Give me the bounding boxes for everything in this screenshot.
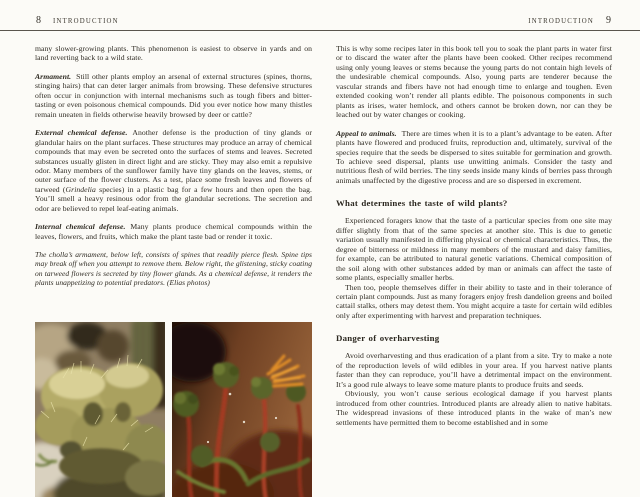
paragraph-danger-2 bbox=[336, 389, 612, 427]
header-rule bbox=[0, 30, 640, 31]
page-number-right: 9 bbox=[606, 15, 611, 26]
paragraph-taste-1 bbox=[336, 216, 612, 282]
paragraph-recipes bbox=[336, 44, 612, 120]
photo-caption-text: The cholla’s armament, below left, consists of spines that readily pierce flesh. Spine tips may break off when you attempt to remove them. Below right, the glistening, sticky coating on tarweed flowers is secreted by tiny flower glands. As a chemical defense, it renders the plants unappetizing to potential predators. (Elias photos) bbox=[35, 250, 312, 288]
paragraph-continuation-text: many slower-growing plants. This phenomenon is easiest to observe in yards and on land reverting back to a wild state. bbox=[35, 44, 312, 63]
paragraph-recipes-text: This is why some recipes later in this book tell you to soak the plant parts in water first or to discard the water after the plants have been cooked. Other recipes recommend using only young leaves or stems because the young parts do not contain high levels of the undesirable chemical compounds. Also, young parts are tenderer because the vascular strands and fibers have not had enough time to enlarge and toughen. Even extended cooking won’t render all plants edible. The poisonous components in such plants as irises, water hemlock, and others cannot be broken down, nor can they be leached out by water changes or cooking. bbox=[336, 44, 612, 120]
running-head-left bbox=[36, 15, 119, 26]
paragraph-danger-1-text: Avoid overharvesting and thus eradication of a plant from a site. Try to make a note of the reproduction levels of wild edibles in your area. If you harvest native plants faster than they can reproduce, you’ll have a detrimental impact on the environment. It’s a good rule always to leave some mature plants to produce fruits and seeds. bbox=[336, 351, 612, 389]
paragraph-appeal-text: There are times when it is to a plant’s advantage to be eaten. After plants have flowered and produced fruits, reproduction and, ultimately, survival of the species require that the seeds be dispersed to sites suitable for germination and growth. To achieve seed dispersal, plants use unwitting animals. Consider the tasty and nutritious flesh of wild berries. The tiny seeds inside many kinds of berries pass through animals unaffected by the digestive process and are so dispersed in excrement. bbox=[336, 128, 612, 185]
paragraph-continuation bbox=[35, 44, 312, 63]
paragraph-taste-2 bbox=[336, 283, 612, 321]
runin-head-armament: Armament. bbox=[35, 71, 72, 81]
species-name-italic: Grindelia bbox=[65, 184, 96, 194]
page-number-left: 8 bbox=[36, 15, 41, 26]
paragraph-internal-text: Many plants produce chemical compounds within the leaves, flowers, and fruits, which make the plant taste bad or render it toxic. bbox=[35, 222, 312, 241]
runin-head-external: External chemical defense. bbox=[35, 128, 128, 138]
paragraph-danger-2-text: Obviously, you won’t cause serious ecological damage if you harvest plants introduced from other countries. Introduced plants are already alien to native habitats. The widespread invasions of these introduced plants in the wake of man’s new settlements have permitted them to become established and in some bbox=[336, 389, 612, 427]
paragraph-taste-2-text: Then too, people themselves differ in their ability to taste and in their tolerance of certain plant compounds. Just as many foragers enjoy fresh dandelion greens and boiled cattail stalks, others may detest them. You might acquire a taste for certain wild edibles only after experimenting with harvest and preparation techniques. bbox=[336, 282, 612, 320]
cholla-photo bbox=[35, 322, 165, 497]
tarweed-photo bbox=[172, 322, 312, 497]
tarweed-photo-image bbox=[172, 322, 312, 497]
running-head bbox=[36, 15, 611, 26]
running-title-left: INTRODUCTION bbox=[53, 18, 119, 25]
paragraph-armament bbox=[35, 72, 312, 119]
paragraph-external-text-pre: Another defense is the production of tiny glands or glandular hairs on the plant surfaces. These structures may produce an array of chemical compounds that may even be secreted onto the surfaces of stems and leaves. Secreted substances usually glisten in direct light and are sticky. They may also emit a repulsive odor. Many members of the sunflower family have tiny glands on the leaves, stems, or outer surface of the flower clusters. As a test, place some fresh leaves and flowers of tarweed ( bbox=[35, 128, 312, 194]
section-heading-danger: Danger of overharvesting bbox=[336, 333, 440, 344]
paragraph-external-defense bbox=[35, 128, 312, 213]
cholla-photo-image bbox=[35, 322, 165, 497]
runin-head-internal: Internal chemical defense. bbox=[35, 222, 126, 232]
section-heading-taste: What determines the taste of wild plants? bbox=[336, 198, 508, 209]
page-right bbox=[336, 44, 612, 427]
paragraph-taste-1-text: Experienced foragers know that the taste of a particular species from one site may differ slightly from that of the same species at another site. This is due to genetic variation usually manifested in differing physical or chemical characteristics. Thus, the degree of bitterness or mildness in many members of the mustard and daisy families, for example, can be attributed to natural genetic variations. Chemical composition of the soil along with other substances added by man or animals can affect the taste of some plants, especially smaller herbs. bbox=[336, 216, 612, 283]
paragraph-external-text-post: species) in a plastic bag for a few hours and then open the bag. You’ll smell a heavy resinous odor from the glandular secretions. The secretion and odor are believed to repel leaf-eating animals. bbox=[35, 184, 312, 213]
running-title-right: INTRODUCTION bbox=[528, 18, 594, 25]
photo-strip bbox=[35, 322, 312, 497]
page-left bbox=[35, 44, 312, 287]
paragraph-armament-text: Still other plants employ an arsenal of external structures (spines, thorns, stinging hairs) that can deter larger animals from browsing. These defensive structures often occur in conjunction with internal mechanisms such as tough fibers and bitter-tasting or even poisonous chemical compounds. Did you ever notice how many thistles remain uneaten in fields otherwise heavily browsed by deer or cattle? bbox=[35, 71, 312, 119]
running-head-right bbox=[528, 15, 611, 26]
paragraph-danger-1 bbox=[336, 351, 612, 389]
paragraph-internal-defense bbox=[35, 222, 312, 241]
photo-caption bbox=[35, 250, 312, 287]
paragraph-appeal bbox=[336, 129, 612, 186]
runin-head-appeal: Appeal to animals. bbox=[336, 128, 397, 138]
